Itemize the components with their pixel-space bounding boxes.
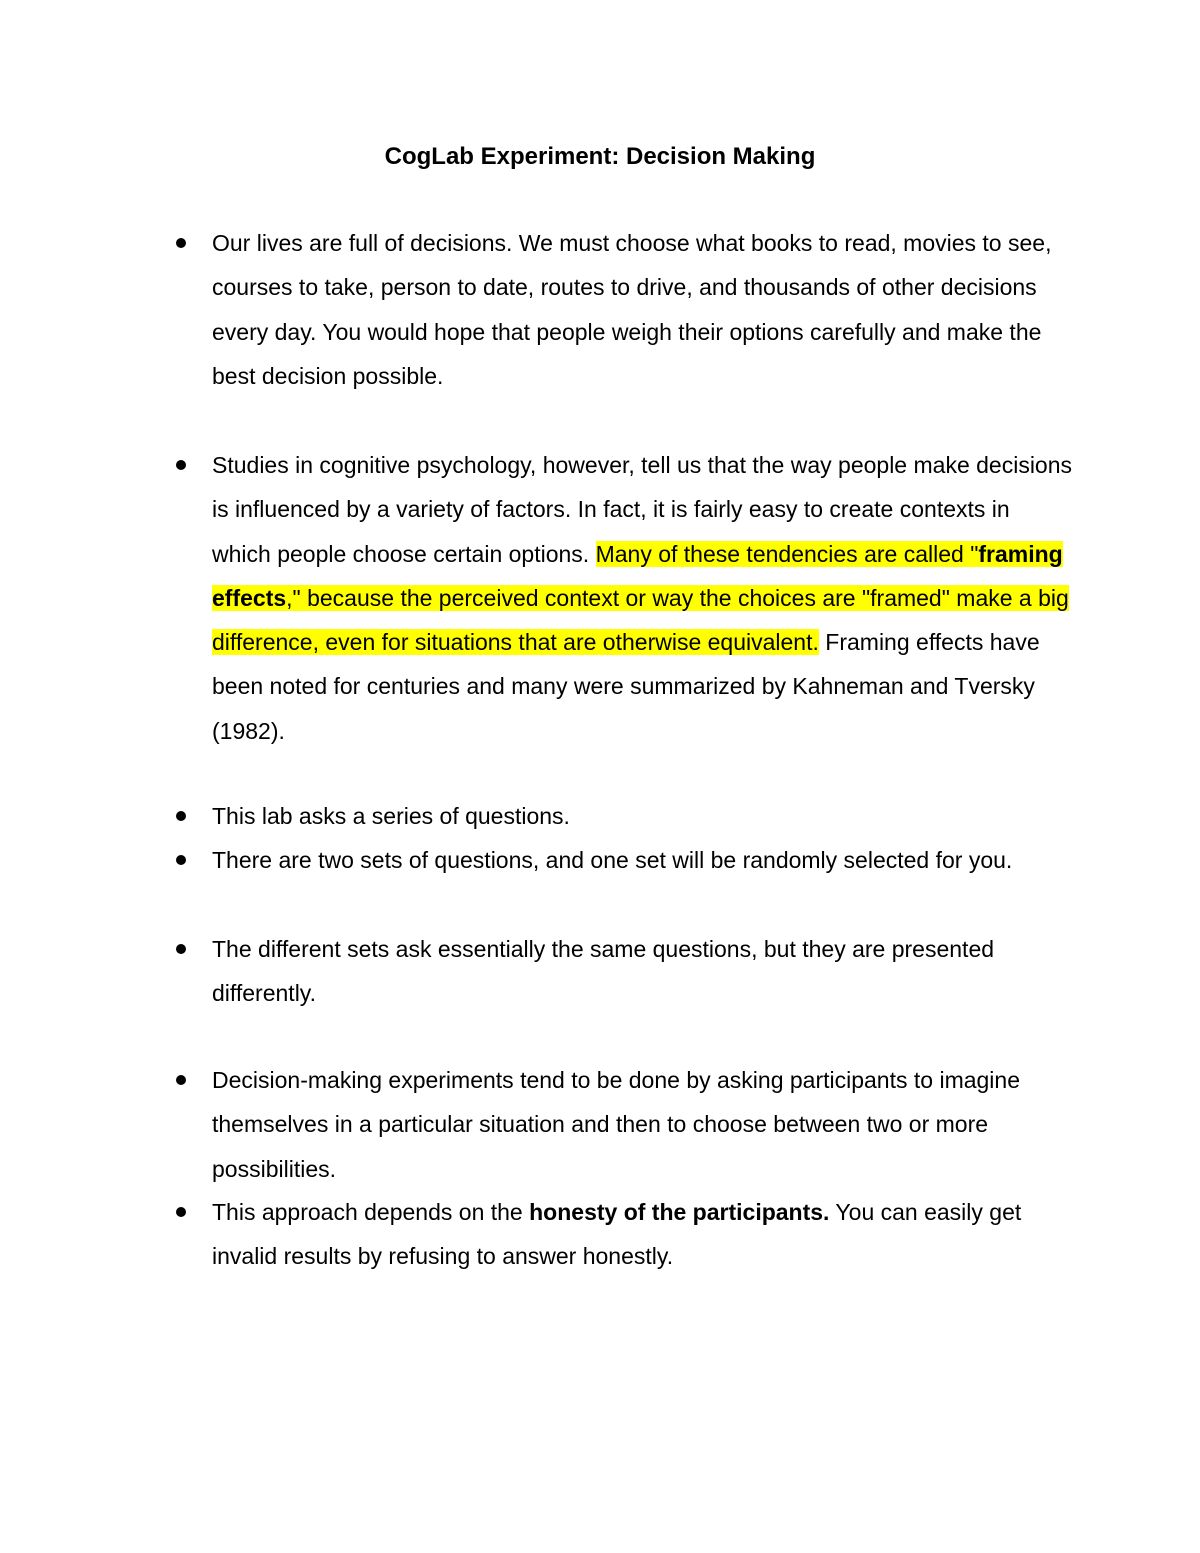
bullet-dot-icon bbox=[176, 811, 186, 821]
bullet-item bbox=[212, 221, 1072, 398]
bullet-text: The different sets ask essentially the same questions, but they are presented differently. bbox=[212, 936, 995, 1007]
bullet-dot-icon bbox=[176, 238, 186, 248]
bullet-text: There are two sets of questions, and one set will be randomly selected for you. bbox=[212, 847, 1013, 873]
bullet-text: This lab asks a series of questions. bbox=[212, 803, 570, 829]
bullet-item bbox=[212, 794, 1072, 838]
bullet-dot-icon bbox=[176, 855, 186, 865]
bullet-item bbox=[212, 1058, 1072, 1191]
highlighted-text-part: Many of these tendencies are called " bbox=[595, 540, 979, 567]
bullet-item bbox=[212, 1190, 1072, 1279]
bullet-dot-icon bbox=[176, 1075, 186, 1085]
bullet-text: Studies in cognitive psychology, however, tell us that the way people make decisions is influenced by a variety of factors. In fact, it is fairly easy to create contexts in which people choose certain options. bbox=[212, 452, 1073, 567]
bullet-dot-icon bbox=[176, 1207, 186, 1217]
bullet-item bbox=[212, 927, 1072, 1016]
bullet-text: This approach depends on the bbox=[212, 1199, 530, 1225]
bullet-item bbox=[212, 838, 1072, 882]
bullet-text: Framing effects have been noted for centuries and many were summarized by Kahneman and Tversky (1982). bbox=[212, 629, 1040, 744]
bullet-dot-icon bbox=[176, 460, 186, 470]
bullet-text: You can easily get invalid results by refusing to answer honestly. bbox=[212, 1199, 1022, 1270]
bullet-item bbox=[212, 443, 1072, 753]
bold-term: framing effects bbox=[212, 540, 1063, 611]
bullet-dot-icon bbox=[176, 944, 186, 954]
document-title: CogLab Experiment: Decision Making bbox=[384, 143, 816, 170]
bullet-text: Our lives are full of decisions. We must choose what books to read, movies to see, courses to take, person to date, routes to drive, and thousands of other decisions every day. You would hope that people weigh their options carefully and make the best decision possible. bbox=[212, 230, 1052, 389]
bullet-text: Decision-making experiments tend to be done by asking participants to imagine themselves in a particular situation and then to choose between two or more possibilities. bbox=[212, 1067, 1020, 1182]
bold-phrase: honesty of the participants. bbox=[529, 1199, 830, 1225]
highlighted-text-part: ," because the perceived context or way the choices are "framed" make a big difference, even for situations that are otherwise equivalent. bbox=[212, 584, 1069, 656]
